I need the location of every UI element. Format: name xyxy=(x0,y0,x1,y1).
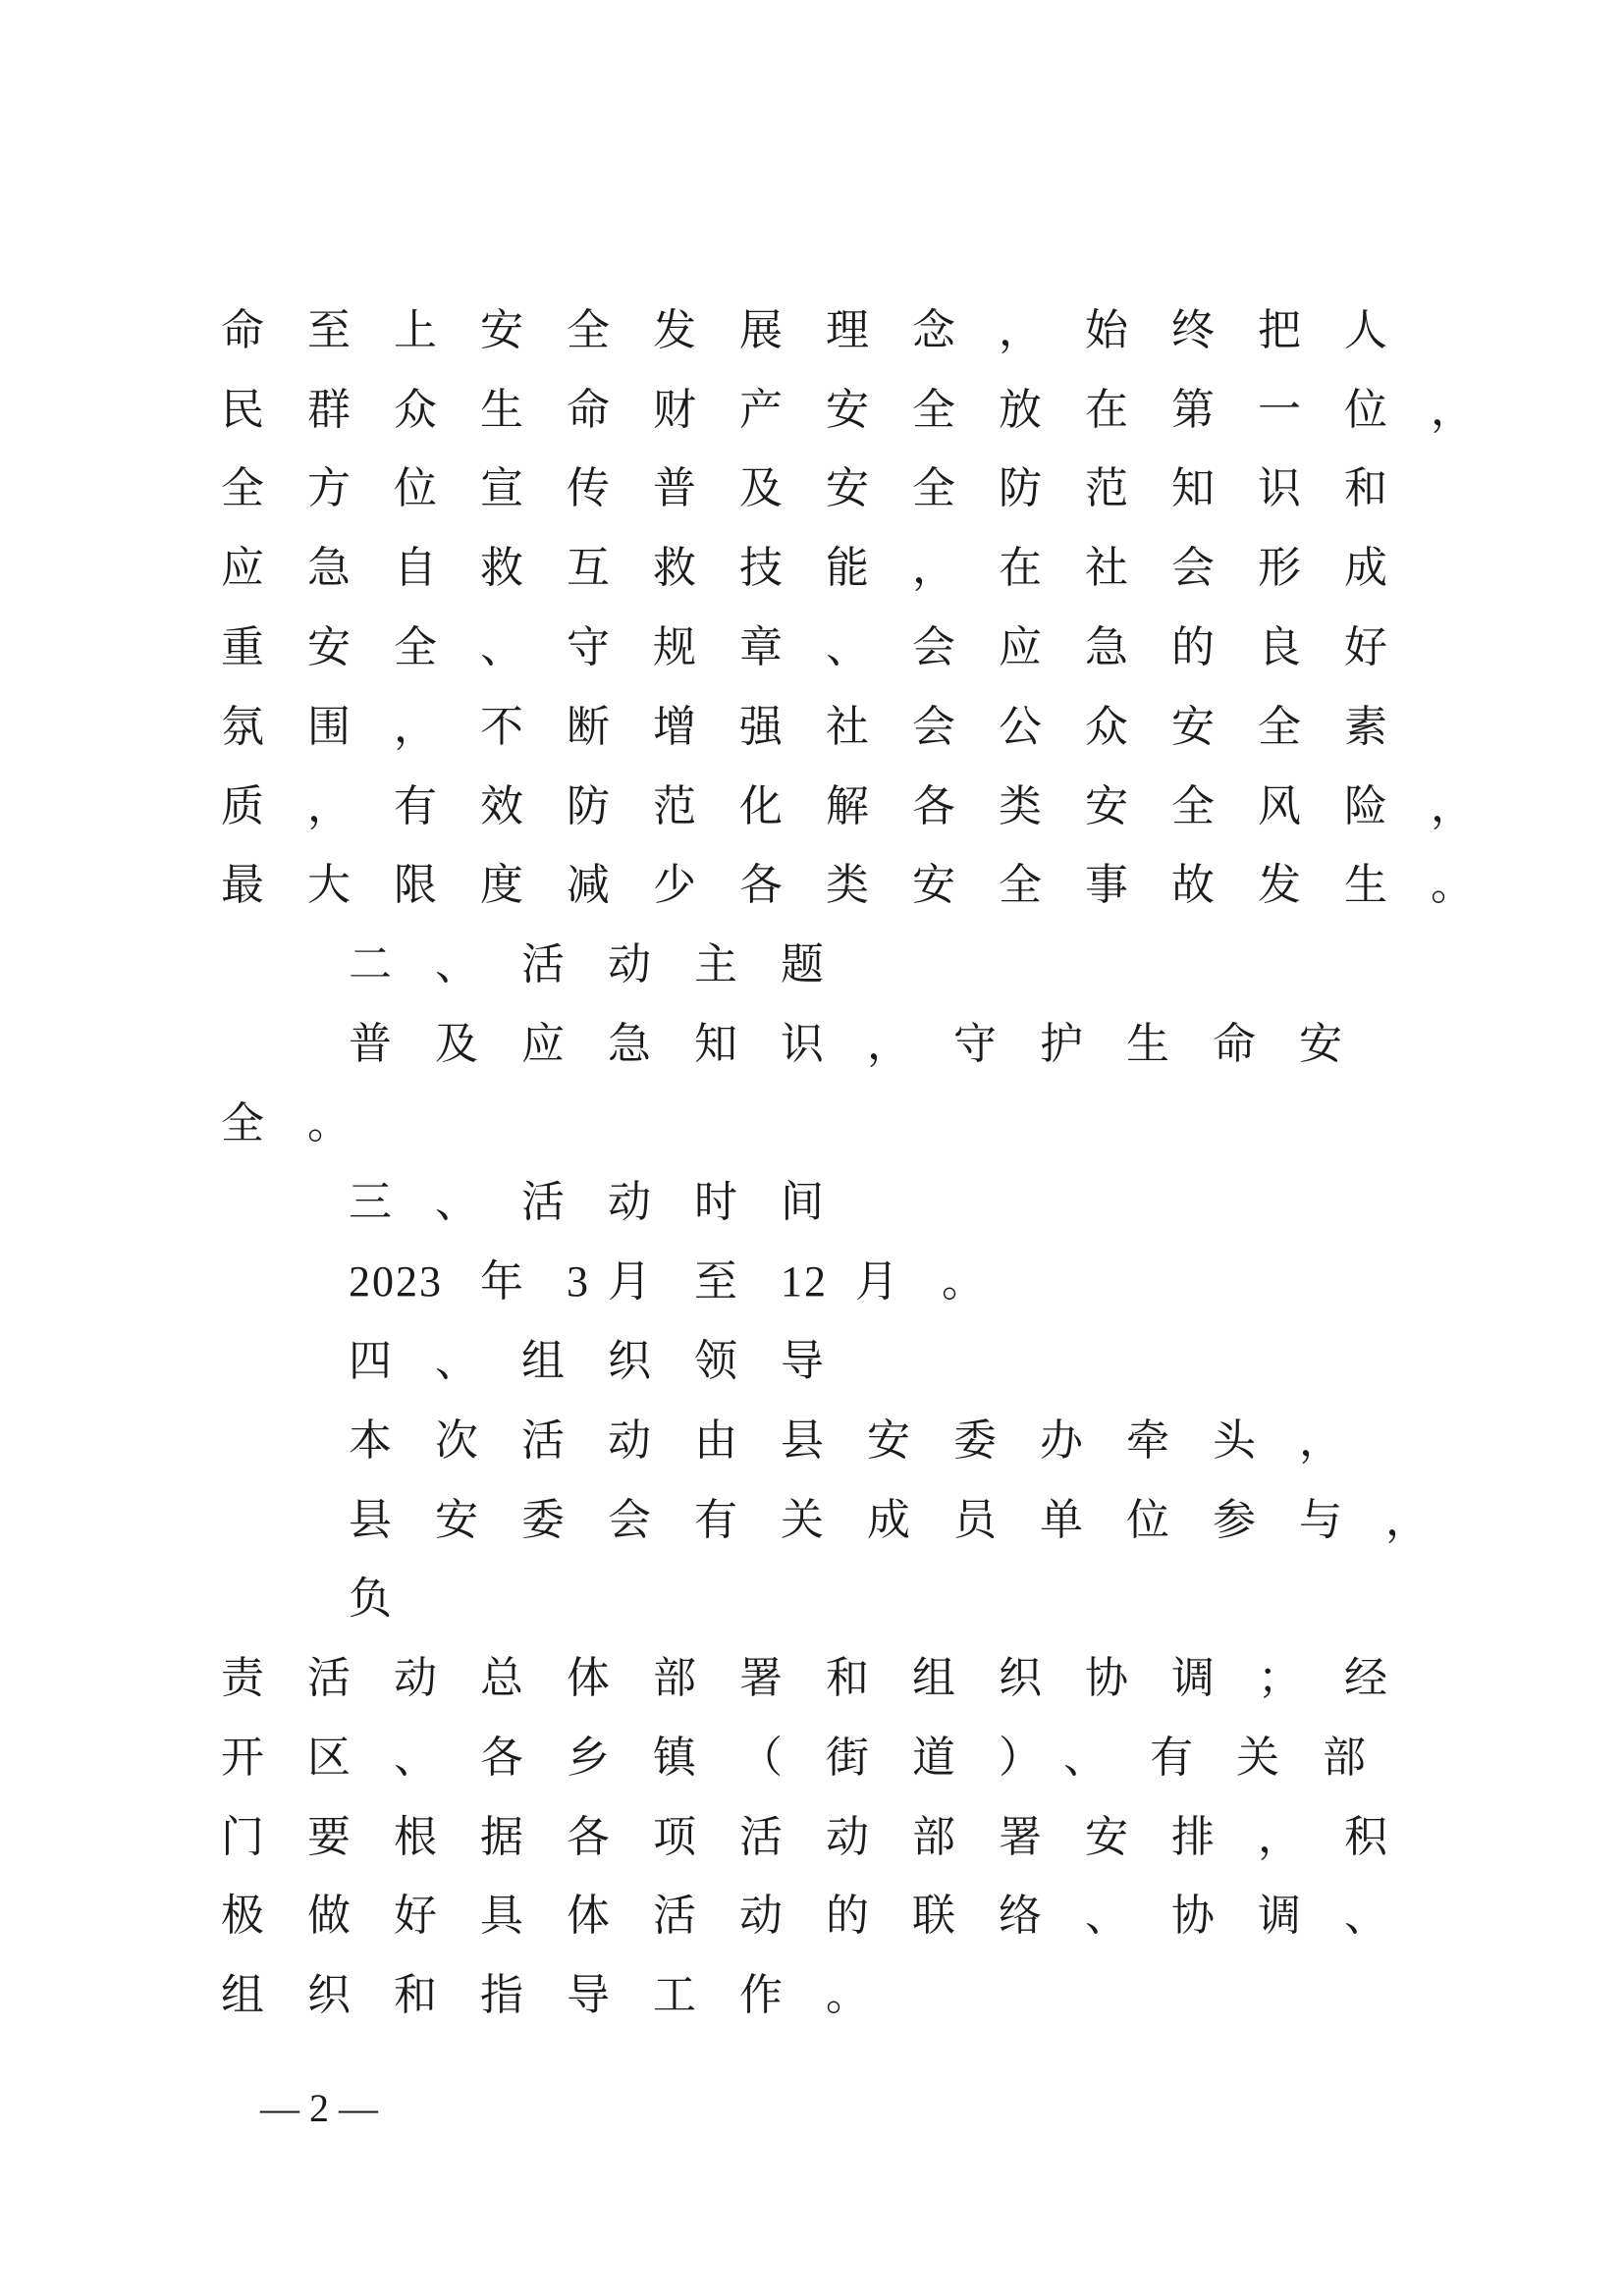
paragraph-line: 负 xyxy=(349,1574,435,1624)
paragraph-line: 重安全、守规章、会应急的良好 xyxy=(221,622,1431,672)
end-punctuation: 。 xyxy=(942,1256,985,1307)
section-heading-organization: 四、组织领导 xyxy=(349,1336,867,1386)
to-word: 至 xyxy=(694,1256,781,1307)
activity-period xyxy=(349,1248,1624,1316)
month-unit: 月 xyxy=(855,1256,942,1307)
paragraph-line: 全方位宣传普及安全防范知识和 xyxy=(221,463,1431,513)
paragraph-line: 命至上安全发展理念，始终把人 xyxy=(221,305,1431,355)
paragraph-line: 全。 xyxy=(221,1098,394,1148)
paragraph-line: 本次活动由县安委办牵头， xyxy=(349,1415,1385,1466)
paragraph-line: 极做好具体活动的联络、协调、 xyxy=(221,1891,1431,1941)
end-month-value: 12 xyxy=(781,1257,828,1306)
paragraph-line: 最大限度减少各类安全事故发生。 xyxy=(221,860,1517,910)
paragraph-line: 开区、各乡镇（街道）、有关部 xyxy=(221,1733,1409,1783)
section-heading-theme: 二、活动主题 xyxy=(349,939,867,989)
paragraph-line: 应急自救互救技能，在社会形成 xyxy=(221,543,1431,593)
paragraph-line: 质，有效防范化解各类安全风险， xyxy=(221,781,1517,831)
page-number: — 2 — xyxy=(260,2086,378,2130)
paragraph-line: 民群众生命财产安全放在第一位， xyxy=(221,385,1517,435)
month-unit: 月 xyxy=(608,1256,694,1307)
year-value: 2023 xyxy=(349,1257,443,1306)
paragraph-line: 普及应急知识，守护生命安 xyxy=(349,1019,1385,1069)
start-month-value: 3 xyxy=(567,1257,590,1306)
section-heading-time: 三、活动时间 xyxy=(349,1177,867,1227)
paragraph-line: 组织和指导工作。 xyxy=(221,1970,912,2020)
paragraph-line: 责活动总体部署和组织协调；经 xyxy=(221,1653,1431,1703)
paragraph-line: 氛围，不断增强社会公众安全素 xyxy=(221,702,1431,752)
paragraph-line: 县安委会有关成员单位参与， xyxy=(349,1495,1472,1545)
paragraph-line: 门要根据各项活动部署安排，积 xyxy=(221,1812,1431,1862)
year-unit: 年 xyxy=(480,1256,567,1307)
